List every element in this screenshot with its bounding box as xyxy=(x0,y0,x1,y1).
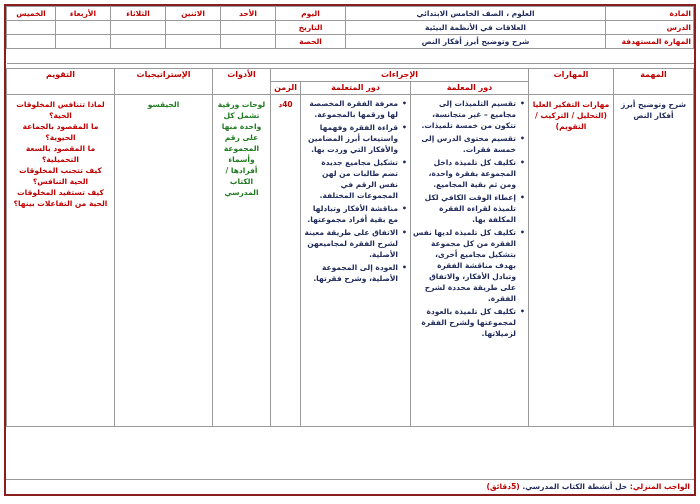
student-item: • تشكيل مجاميع جديدة تضم طالبات من لهن نفس الرقم في المجموعات المختلفة. xyxy=(303,157,398,201)
homework-time: (5دقائق) xyxy=(486,482,520,491)
homework-bar xyxy=(6,479,694,494)
subject-value: العلوم ، الصف الخامس الابتدائي xyxy=(346,7,606,21)
col-time: الزمن xyxy=(271,82,301,95)
day-label: اليوم xyxy=(276,7,346,21)
strategies-cell: الجيقسو xyxy=(115,95,213,427)
student-item: • العودة إلى المجموعة الأصلية، وشرح فقرتها. xyxy=(303,262,398,284)
student-item: • قراءة الفقرة وفهمها واستيعاب أبرز المضامين والأفكار التي وردت بها. xyxy=(303,122,398,155)
period-cell xyxy=(221,35,276,49)
tools-cell: لوحات ورقية تشمل كل واحدة منها على رقم المجموعة وأسماء أفرادها / الكتاب المدرسي xyxy=(213,95,271,427)
lesson-plan xyxy=(4,4,696,496)
col-teacher-role: دور المعلمة xyxy=(411,82,529,95)
spacer-row xyxy=(7,49,694,64)
date-cell xyxy=(7,21,56,35)
col-task: المهمة xyxy=(614,69,694,95)
period-cell xyxy=(7,35,56,49)
period-label: الحصة xyxy=(276,35,346,49)
date-cell xyxy=(56,21,111,35)
date-cell xyxy=(111,21,166,35)
evaluation-question: ما المقصود بالسعة التحميلية؟ xyxy=(25,144,96,164)
homework-label: الواجب المنزلي: xyxy=(629,482,690,491)
procedures-table xyxy=(6,68,694,427)
evaluation-cell xyxy=(7,95,115,427)
date-label: التاريخ xyxy=(276,21,346,35)
col-evaluation: التقويم xyxy=(7,69,115,95)
day-monday: الاثنين xyxy=(166,7,221,21)
teacher-item: • تقسيم التلميذات إلى مجاميع – غير متجانسة، تتكون من خمسة تلميذات. xyxy=(413,98,516,131)
col-procedures: الإجراءات xyxy=(271,69,529,82)
day-wednesday: الأربعاء xyxy=(56,7,111,21)
subject-label: المادة xyxy=(606,7,694,21)
student-item: • الاتفاق على طريقة معينة لشرح الفقرة لمجاميعهن الأصلية. xyxy=(303,227,398,260)
time-cell: 40د xyxy=(271,95,301,427)
skills-cell: مهارات التفكير العليا (التحليل / التركيب / التقويم) xyxy=(529,95,614,427)
date-cell xyxy=(221,21,276,35)
day-sunday: الأحد xyxy=(221,7,276,21)
teacher-item: • تكليف كل تلميذة داخل المجموعة بفقرة واحدة، ومن ثم بقية المجاميع. xyxy=(413,157,516,190)
col-tools: الأدوات xyxy=(213,69,271,95)
teacher-item: • تكليف كل تلميذة بالعودة لمجموعتها ولشرح الفقرة لزميلاتها. xyxy=(413,306,516,339)
lesson-value: العلاقات في الأنظمة البيئية xyxy=(346,21,606,35)
day-thursday: الخميس xyxy=(7,7,56,21)
teacher-item: • إعطاء الوقت الكافي لكل تلميذة لقراءة الفقرة المكلفة بها. xyxy=(413,192,516,225)
homework-text: حل أنشطة الكتاب المدرسي. xyxy=(522,482,628,491)
period-cell xyxy=(111,35,166,49)
lesson-label: الدرس xyxy=(606,21,694,35)
student-role-cell xyxy=(301,95,411,427)
evaluation-question: ما المقصود بالجماعة الحيوية؟ xyxy=(22,122,99,142)
teacher-item: • تقسيم محتوى الدرس إلى خمسة فقرات. xyxy=(413,133,516,155)
col-strategies: الإستراتيجيات xyxy=(115,69,213,95)
day-tuesday: الثلاثاء xyxy=(111,7,166,21)
evaluation-question: كيف تتجنب المخلوقات الحية التنافس؟ xyxy=(19,166,102,186)
header-table xyxy=(6,6,694,64)
evaluation-question: كيف تستفيد المخلوقات الحية من التفاعلات بينها؟ xyxy=(13,188,108,208)
student-item: • معرفة الفقرة المخصصة لها ورقمها بالمجموعة. xyxy=(303,98,398,120)
task-cell: شرح وتوضيح أبرز أفكار النص xyxy=(614,95,694,427)
skill-value: شرح وتوضيح أبرز أفكار النص xyxy=(346,35,606,49)
col-skills: المهارات xyxy=(529,69,614,95)
student-item: • مناقشة الأفكار وتبادلها مع بقية أفراد مجموعتها. xyxy=(303,203,398,225)
period-cell xyxy=(56,35,111,49)
date-cell xyxy=(166,21,221,35)
period-cell xyxy=(166,35,221,49)
teacher-role-cell xyxy=(411,95,529,427)
evaluation-question: لماذا تتنافس المخلوقات الحية؟ xyxy=(16,100,105,120)
col-student-role: دور المتعلمة xyxy=(301,82,411,95)
skill-label: المهارة المستهدفة xyxy=(606,35,694,49)
teacher-item: • تكليف كل تلميذة لديها نفس الفقرة من كل مجموعة بتشكيل مجاميع أخرى، بهدف مناقشة الفقرة وتبادل الأفكار، والاتفاق على طريقة محددة لشرح الفقرة. xyxy=(413,227,516,304)
